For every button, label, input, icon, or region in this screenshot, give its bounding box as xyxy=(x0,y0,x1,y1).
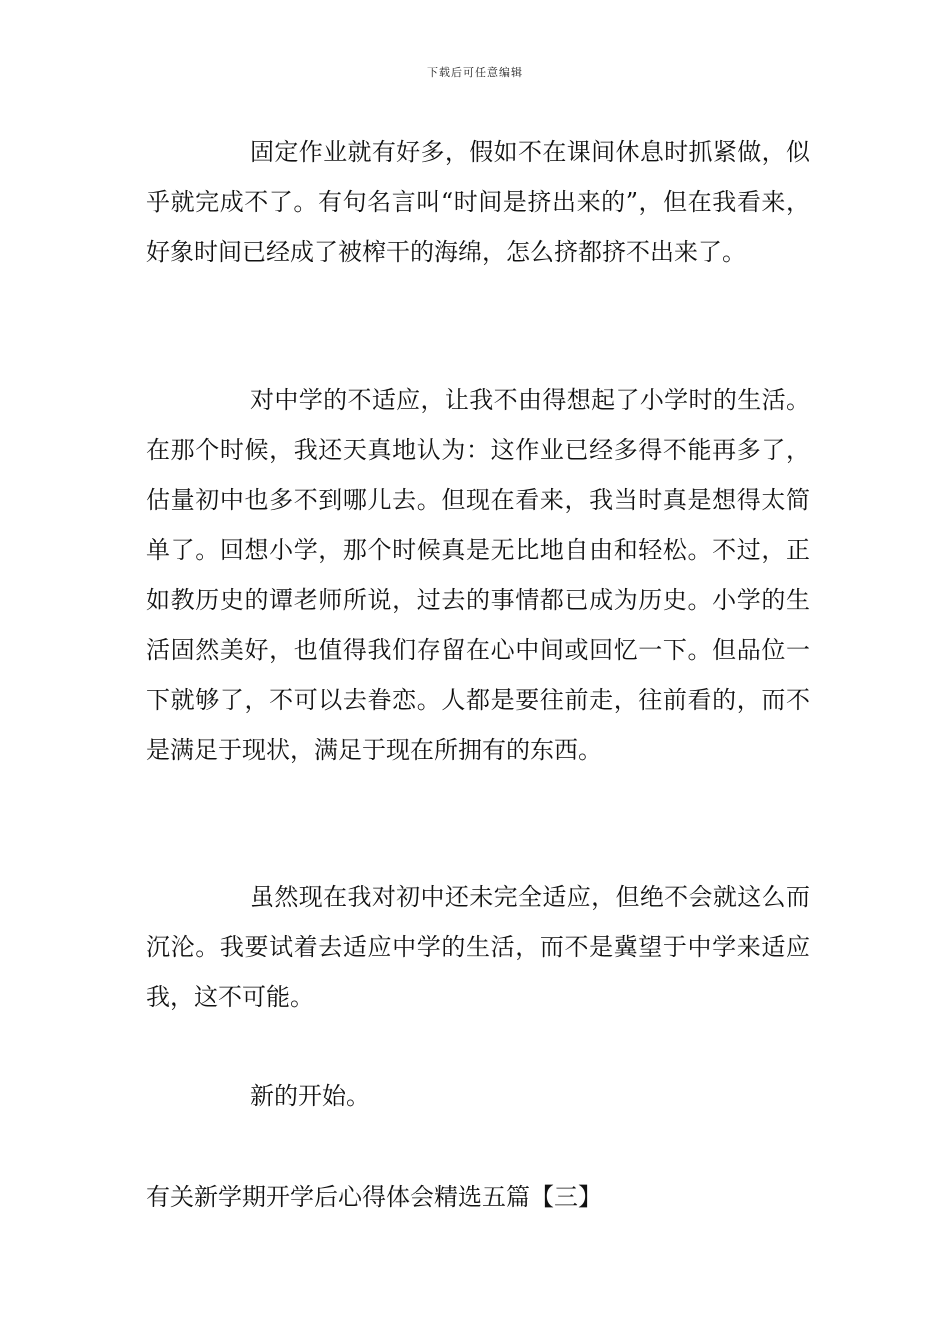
paragraph-1: 固定作业就有好多，假如不在课间休息时抓紧做，似乎就完成不了。有句名言叫“时间是挤出来的”，但在我看来，好象时间已经成了被榨干的海绵，怎么挤都挤不出来了。 xyxy=(146,138,810,266)
section-heading: 有关新学期开学后心得体会精选五篇【三】 xyxy=(146,1183,602,1211)
paragraph-4: 新的开始。 xyxy=(250,1082,370,1110)
paragraph-2: 对中学的不适应，让我不由得想起了小学时的生活。在那个时候，我还天真地认为：这作业已经多得不能再多了，估量初中也多不到哪儿去。但现在看来，我当时真是想得太简单了。回想小学，那个时候真是无比地自由和轻松。不过，正如教历史的谭老师所说，过去的事情都已成为历史。小学的生活固然美好，也值得我们存留在心中间或回忆一下。但品位一下就够了，不可以去眷恋。人都是要往前走，往前看的，而不是满足于现状，满足于现在所拥有的东西。 xyxy=(146,386,810,764)
header-note: 下载后可任意编辑 xyxy=(427,66,523,79)
paragraph-3: 虽然现在我对初中还未完全适应，但绝不会就这么而沉沦。我要试着去适应中学的生活，而不是冀望于中学来适应我，这不可能。 xyxy=(146,883,810,1011)
